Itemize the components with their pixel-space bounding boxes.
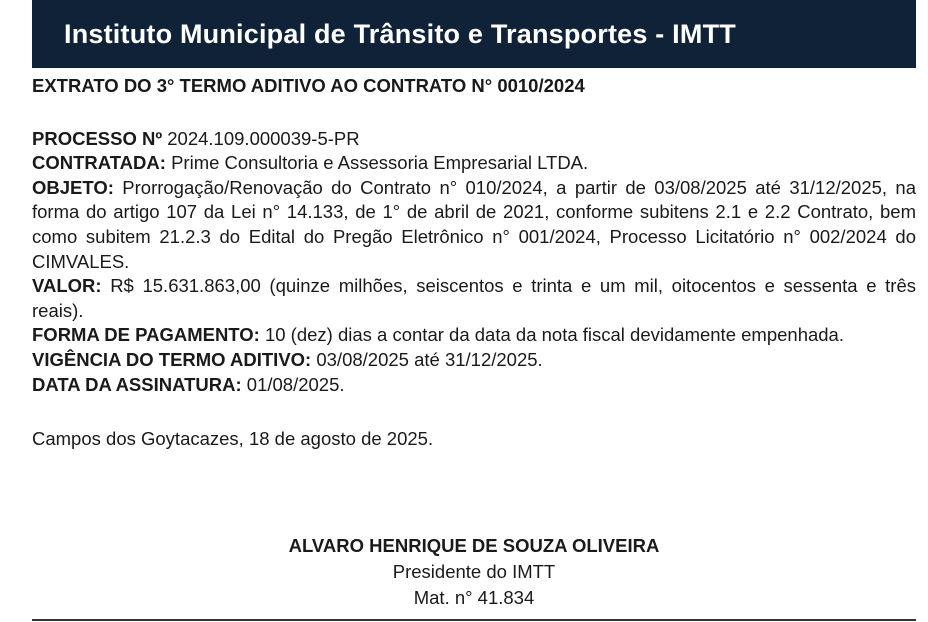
document-title: EXTRATO DO 3° TERMO ADITIVO AO CONTRATO N° 0010/2024 bbox=[32, 75, 585, 96]
field-value: 03/08/2025 até 31/12/2025. bbox=[316, 348, 543, 370]
field-value: 2024.109.000039-5-PR bbox=[167, 127, 360, 149]
signatory-registration: Mat. n° 41.834 bbox=[413, 587, 535, 608]
signatory-role: Presidente do IMTT bbox=[392, 561, 556, 582]
field-value: Prorrogação/Renovação do Contrato n° 010/2024, a partir de 03/08/2025 até 31/12/2025, na forma do artigo 107 da Lei n° 14.133, de 1° de abril de 2021, conforme subitens 2.1 e 2.2 Contrato, bem como subitem 21.2.3 do Edital do Pregão Eletrônico n° 001/2024, Processo Licitatório n° 002/2024 do CIMVALES. bbox=[32, 176, 917, 272]
header-title: Instituto Municipal de Trânsito e Transportes - IMTT bbox=[64, 18, 736, 49]
header-band bbox=[32, 0, 916, 68]
field-value: 01/08/2025. bbox=[246, 373, 345, 395]
field-forma-pagamento bbox=[32, 323, 916, 348]
field-value: 10 (dez) dias a contar da data da nota fiscal devidamente empenhada. bbox=[264, 324, 844, 346]
field-label: CONTRATADA: bbox=[32, 152, 166, 174]
field-label: PROCESSO Nº bbox=[32, 127, 163, 149]
signature-block bbox=[32, 533, 916, 611]
field-vigencia bbox=[32, 348, 916, 373]
field-label: OBJETO: bbox=[32, 176, 114, 198]
signatory-name: ALVARO HENRIQUE DE SOUZA OLIVEIRA bbox=[288, 535, 660, 556]
field-data-assinatura bbox=[32, 373, 916, 398]
field-label: VALOR: bbox=[32, 275, 102, 297]
field-processo bbox=[32, 127, 916, 152]
field-objeto bbox=[32, 176, 916, 274]
place-date: Campos dos Goytacazes, 18 de agosto de 2025. bbox=[32, 428, 434, 450]
field-valor bbox=[32, 274, 916, 323]
field-value: R$ 15.631.863,00 (quinze milhões, seiscentos e trinta e um mil, oitocentos e sessenta e três reais). bbox=[32, 275, 916, 321]
field-contratada bbox=[32, 151, 916, 176]
field-label: VIGÊNCIA DO TERMO ADITIVO: bbox=[32, 348, 312, 370]
document-body bbox=[32, 74, 916, 452]
bottom-divider bbox=[32, 619, 916, 621]
spacer bbox=[32, 99, 916, 127]
field-label: FORMA DE PAGAMENTO: bbox=[32, 324, 260, 346]
field-value: Prime Consultoria e Assessoria Empresarial LTDA. bbox=[171, 152, 589, 174]
field-label: DATA DA ASSINATURA: bbox=[32, 373, 242, 395]
